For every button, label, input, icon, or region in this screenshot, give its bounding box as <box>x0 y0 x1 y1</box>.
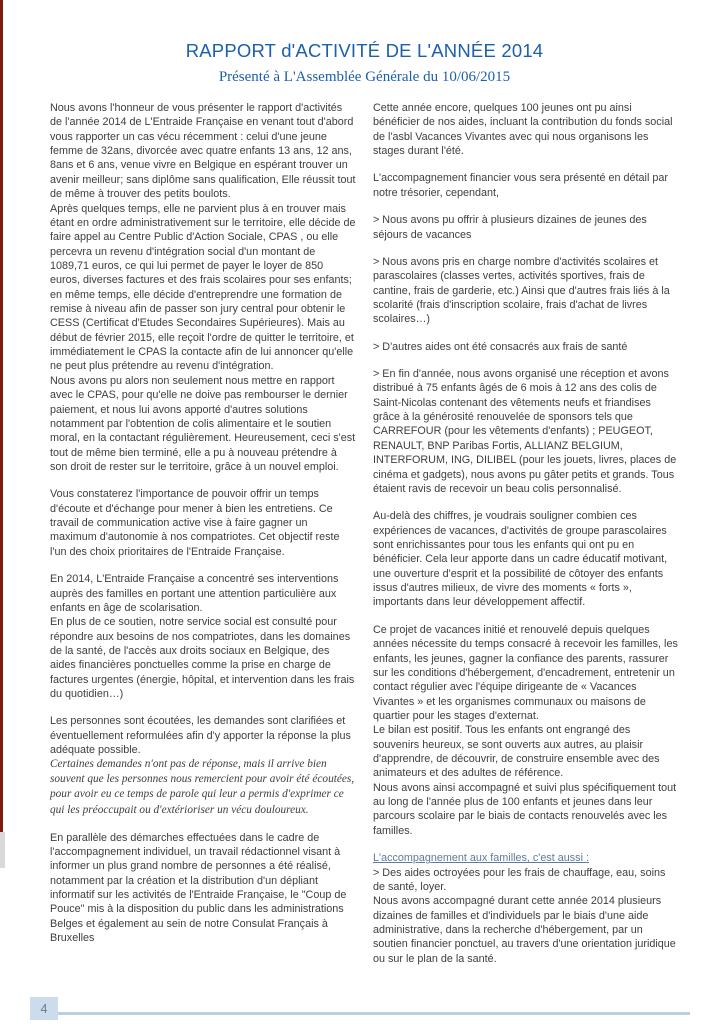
paragraph: Le bilan est positif. Tous les enfants ont engrangé des souvenirs heureux, se sont ouverts aux autres, au plaisir d'apprendre, de découvrir, de construire ensemble avec des animateurs et des adultes de référence. <box>373 724 660 780</box>
scan-artifact <box>0 832 5 868</box>
page-subtitle: Présenté à L'Assemblée Générale du 10/06/2015 <box>218 69 511 85</box>
right-column <box>373 101 679 966</box>
paragraph: Certaines demandes n'ont pas de réponse, mais il arrive bien souvent que les personnes nous remercient pour avoir été écoutées, pour avoir eu ce temps de parole qui leur a permis d'exprimer ce qui les préoccupait ou d'extérioriser un vécu douloureux. <box>50 758 355 816</box>
paragraph: > Des aides octroyées pour les frais de chauffage, eau, soins de santé, loyer. <box>373 866 666 893</box>
paragraph: En plus de ce soutien, notre service social est consulté pour répondre aux besoins de nos compatriotes, dans les domaines de la santé, de l'accès aux droits sociaux en Belgique, des aides financières ponctuelles comme la prise en charge de factures urgentes (énergie, hôpital, et intervention dans les frais du quotidien…) <box>50 616 355 701</box>
paragraph: Nous avons l'honneur de vous présenter le rapport d'activités de l'année 2014 de L'Entraide Française en venant tout d'abord vous rapporter un cas vécu récemment : celui d'une jeune femme de 32ans, divorcée avec quatre enfants 13 ans, 12 ans, 8ans et 6 ans, venue vivre en Belgique en espérant trouver un avenir meilleur; sans diplôme sans qualification, Elle réussit tout de même à trouver des petits boulots. <box>50 102 356 201</box>
page-title: RAPPORT d'ACTIVITÉ DE L'ANNÉE 2014 <box>185 40 544 61</box>
paragraph: Les personnes sont écoutées, les demandes sont clarifiées et éventuellement reformulées afin d'y apporter la réponse la plus adéquate possible. <box>50 715 351 757</box>
two-column-body <box>50 101 679 966</box>
paragraph: L'accompagnement financier vous sera présenté en détail par notre trésorier, cependant, <box>373 172 668 199</box>
paragraph: Nous avons pu alors non seulement nous mettre en rapport avec le CPAS, pour qu'elle ne doive pas rembourser le dernier paiement, et nous lui avons apporté d'autres solutions notamment par l'obtention de colis alimentaire et le soutien moral, en la contactant régulièrement. Heureusement, ceci s'est tout de même bien terminé, elle a pu à nouveau prétendre à son droit de rester sur le territoire, grâce à un nouvel emploi. <box>50 374 356 473</box>
paragraph: Nous avons ainsi accompagné et suivi plus spécifiquement tout au long de l'année plus de 100 enfants et jeunes dans leur parcours scolaire par le biais de contacts renouvelés avec les familles. <box>373 781 677 837</box>
paragraph: Après quelques temps, elle ne parvient plus à en trouver mais étant en ordre administrativement sur le territoire, elle décide de faire appel au Centre Public d'Action Sociale, CPAS , ou elle percevra un revenu d'intégration social d'un montant de 1089,71 euros, ce qui lui permet de payer le loyer de 850 euros, diverses factures et des frais scolaires pour ses enfants; en même temps, elle décide d'entreprendre une formation de remise à niveau afin de passer son jury central pour obtenir le CESS (Certificat d'Etudes Secondaires Supérieures). Mais au début de février 2015, elle reçoit l'ordre de quitter le territoire, et immédiatement le CPAS la contacte afin de lui annoncer qu'elle ne peut plus prétendre au revenu d'intégration. <box>50 202 356 373</box>
left-column <box>50 101 356 966</box>
paragraph: > En fin d'année, nous avons organisé une réception et avons distribué à 75 enfants âgés de 6 mois à 12 ans des colis de Saint-Nicolas contenant des vêtements neufs et friandises grâce à la générosité renouvelée de sponsors tels que CARREFOUR (pour les vêtements d'enfants) ; PEUGEOT, RENAULT, BNP Paribas Fortis, ALLIANZ BELGIUM, INTERFORUM, ING, DILIBEL (pour les jouets, livres, places de cinéma et gadgets), nous avons pu gâter petits et grands. Tous étaient ravis de recevoir un beau colis personnalisé. <box>373 368 677 495</box>
paragraph: Nous avons accompagné durant cette année 2014 plusieurs dizaines de familles et d'individuels par le biais d'une aide administrative, dans la recherche d'hébergement, par un soutien financier ponctuel, au travers d'une orientation juridique ou sur le plan de la santé. <box>373 895 676 965</box>
page-number-badge <box>30 997 58 1020</box>
paragraph: > Nous avons pris en charge nombre d'activités scolaires et parascolaires (classes vertes, activités sportives, frais de cantine, frais de garderie, etc.) Ainsi que d'autres frais liés à la scolarité (frais d'inscription scolaire, frais d'achat de livres scolaires…) <box>373 255 670 326</box>
section-heading-underlined: L'accompagnement aux familles, c'est aussi : <box>373 852 589 865</box>
footer-rule <box>58 1012 690 1015</box>
paragraph: En 2014, L'Entraide Française a concentré ses interventions auprès des familles en portant une attention particulière aux enfants en âge de scolarisation. <box>50 573 339 614</box>
page-number: 4 <box>40 1001 48 1016</box>
paragraph: > Nous avons pu offrir à plusieurs dizaines de jeunes des séjours de vacances <box>373 214 647 241</box>
paragraph: > D'autres aides ont été consacrés aux frais de santé <box>373 340 628 353</box>
paragraph: Vous constaterez l'importance de pouvoir offrir un temps d'écoute et d'échange pour mener à bien les entretiens. Ce travail de communication active vise à faire gagner un maximum d'autonomie à nos compatriotes. Cet objectif reste l'un des choix prioritaires de l'Entraide Française. <box>50 488 340 558</box>
paragraph: En parallèle des démarches effectuées dans le cadre de l'accompagnement individuel, un travail rédactionnel visant à informer un plus grand nombre de personnes a été réalisé, notamment par la création et la distribution d'un dépliant informatif sur les activités de l'Entraide Française, le "Coup de Pouce" mis à la disposition du public dans les administrations Belges et également au sein de notre Consulat Français à Bruxelles <box>50 831 347 945</box>
left-accent-bar <box>0 0 3 856</box>
paragraph: Au-delà des chiffres, je voudrais souligner combien ces expériences de vacances, d'activités de groupe parascolaires sont enrichissantes pour tous les enfants qui ont pu en bénéficier. Cela leur apporte dans un cadre éducatif motivant, une ouverture d'esprit et la possibilité de côtoyer des enfants issus d'autres milieux, de vivre des moments « forts », importants dans leur développement affectif. <box>373 510 668 609</box>
paragraph: Cette année encore, quelques 100 jeunes ont pu ainsi bénéficier de nos aides, incluant la contribution du fonds social de l'asbl Vacances Vivantes avec qui nous organisons les stages durant l'été. <box>373 102 673 158</box>
paragraph: Ce projet de vacances initié et renouvelé depuis quelques années nécessite du temps consacré à recevoir les familles, les enfants, les jeunes, gagner la confiance des parents, rassurer sur les conditions d'hébergement, d'encadrement, entretenir un contact régulier avec l'équipe dirigeante de « Vacances Vivantes » et les organismes communaux ou maisons de quartier pour les stages d'externat. <box>373 623 678 722</box>
